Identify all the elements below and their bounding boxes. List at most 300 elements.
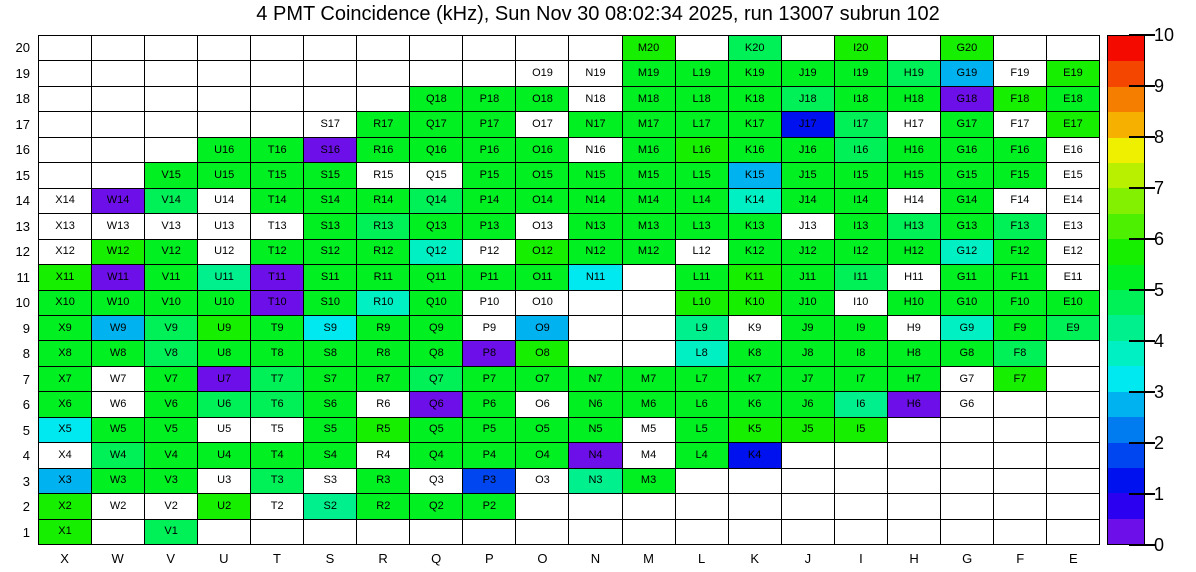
cell-P14: P14 (463, 189, 515, 213)
cell-U13: U13 (198, 214, 250, 238)
cell-K5: K5 (729, 418, 781, 442)
cell-W12: W12 (92, 240, 144, 264)
cell-T9: T9 (251, 316, 303, 340)
cell-empty-L1 (676, 520, 728, 544)
cell-empty-F4 (994, 443, 1046, 467)
cell-empty-X19 (39, 61, 91, 85)
cell-empty-I1 (835, 520, 887, 544)
cell-empty-N9 (569, 316, 621, 340)
cell-empty-T20 (251, 36, 303, 60)
cell-H13: H13 (888, 214, 940, 238)
cell-M12: M12 (623, 240, 675, 264)
cell-Q7: Q7 (410, 367, 462, 391)
x-tick-label-O: O (537, 550, 548, 566)
cell-F13: F13 (994, 214, 1046, 238)
cell-F17: F17 (994, 112, 1046, 136)
colorbar-tick-label-4: 4 (1154, 331, 1165, 351)
cell-Q6: Q6 (410, 392, 462, 416)
y-tick-label-3: 3 (22, 473, 30, 489)
cell-empty-N8 (569, 341, 621, 365)
cell-S17: S17 (304, 112, 356, 136)
y-tick-label-11: 11 (16, 269, 30, 285)
cell-empty-I2 (835, 494, 887, 518)
cell-Q17: Q17 (410, 112, 462, 136)
colorbar-band-6 (1108, 366, 1144, 391)
y-tick-label-6: 6 (22, 397, 30, 413)
cell-M20: M20 (623, 36, 675, 60)
cell-O13: O13 (516, 214, 568, 238)
cell-K13: K13 (729, 214, 781, 238)
colorbar-band-2 (1108, 468, 1144, 493)
cell-N17: N17 (569, 112, 621, 136)
cell-empty-T19 (251, 61, 303, 85)
colorbar-tick-3 (1129, 391, 1155, 393)
cell-M13: M13 (623, 214, 675, 238)
cell-K6: K6 (729, 392, 781, 416)
colorbar-tick-label-6: 6 (1154, 229, 1165, 249)
cell-F16: F16 (994, 138, 1046, 162)
cell-M16: M16 (623, 138, 675, 162)
y-tick-label-16: 16 (15, 142, 30, 158)
cell-U6: U6 (198, 392, 250, 416)
colorbar-band-17 (1108, 87, 1144, 112)
cell-empty-M9 (623, 316, 675, 340)
cell-empty-G5 (941, 418, 993, 442)
cell-W5: W5 (92, 418, 144, 442)
cell-E15: E15 (1047, 163, 1099, 187)
cell-empty-W1 (92, 520, 144, 544)
cell-O6: O6 (516, 392, 568, 416)
cell-F14: F14 (994, 189, 1046, 213)
colorbar-tick-7 (1129, 187, 1155, 189)
cell-T14: T14 (251, 189, 303, 213)
cell-I7: I7 (835, 367, 887, 391)
cell-F9: F9 (994, 316, 1046, 340)
cell-empty-K3 (729, 469, 781, 493)
cell-Q3: Q3 (410, 469, 462, 493)
cell-N4: N4 (569, 443, 621, 467)
heatmap-grid (38, 35, 1100, 545)
cell-F19: F19 (994, 61, 1046, 85)
cell-V12: V12 (145, 240, 197, 264)
cell-X6: X6 (39, 392, 91, 416)
cell-K7: K7 (729, 367, 781, 391)
cell-empty-M2 (623, 494, 675, 518)
cell-R17: R17 (357, 112, 409, 136)
cell-Q9: Q9 (410, 316, 462, 340)
cell-X13: X13 (39, 214, 91, 238)
cell-P13: P13 (463, 214, 515, 238)
colorbar-tick-label-7: 7 (1154, 178, 1165, 198)
cell-R15: R15 (357, 163, 409, 187)
cell-empty-U19 (198, 61, 250, 85)
cell-H15: H15 (888, 163, 940, 187)
cell-empty-W17 (92, 112, 144, 136)
cell-J7: J7 (782, 367, 834, 391)
cell-N13: N13 (569, 214, 621, 238)
cell-H6: H6 (888, 392, 940, 416)
cell-O12: O12 (516, 240, 568, 264)
cell-empty-F3 (994, 469, 1046, 493)
cell-empty-K2 (729, 494, 781, 518)
cell-V3: V3 (145, 469, 197, 493)
cell-S12: S12 (304, 240, 356, 264)
cell-G6: G6 (941, 392, 993, 416)
x-tick-label-G: G (962, 550, 973, 566)
cell-Q8: Q8 (410, 341, 462, 365)
cell-empty-F5 (994, 418, 1046, 442)
cell-O8: O8 (516, 341, 568, 365)
cell-W14: W14 (92, 189, 144, 213)
cell-G16: G16 (941, 138, 993, 162)
colorbar-band-13 (1108, 188, 1144, 213)
colorbar-band-11 (1108, 239, 1144, 264)
cell-I11: I11 (835, 265, 887, 289)
cell-S6: S6 (304, 392, 356, 416)
cell-I9: I9 (835, 316, 887, 340)
x-tick-label-P: P (484, 550, 494, 566)
cell-L8: L8 (676, 341, 728, 365)
cell-L4: L4 (676, 443, 728, 467)
cell-K15: K15 (729, 163, 781, 187)
x-tick-label-U: U (219, 550, 229, 566)
cell-K18: K18 (729, 87, 781, 111)
cell-U10: U10 (198, 291, 250, 315)
cell-P2: P2 (463, 494, 515, 518)
colorbar-band-9 (1108, 290, 1144, 315)
cell-Q16: Q16 (410, 138, 462, 162)
cell-empty-E2 (1047, 494, 1099, 518)
cell-V15: V15 (145, 163, 197, 187)
cell-empty-H3 (888, 469, 940, 493)
cell-M3: M3 (623, 469, 675, 493)
cell-T15: T15 (251, 163, 303, 187)
cell-empty-Q1 (410, 520, 462, 544)
cell-G11: G11 (941, 265, 993, 289)
cell-P4: P4 (463, 443, 515, 467)
cell-V9: V9 (145, 316, 197, 340)
cell-F15: F15 (994, 163, 1046, 187)
y-tick-label-15: 15 (15, 167, 30, 183)
cell-I14: I14 (835, 189, 887, 213)
cell-G19: G19 (941, 61, 993, 85)
cell-E14: E14 (1047, 189, 1099, 213)
cell-J5: J5 (782, 418, 834, 442)
cell-L12: L12 (676, 240, 728, 264)
cell-E9: E9 (1047, 316, 1099, 340)
cell-T16: T16 (251, 138, 303, 162)
cell-empty-P20 (463, 36, 515, 60)
cell-empty-R1 (357, 520, 409, 544)
colorbar-band-18 (1108, 61, 1144, 86)
cell-empty-X15 (39, 163, 91, 187)
cell-empty-N1 (569, 520, 621, 544)
cell-empty-G3 (941, 469, 993, 493)
colorbar-tick-label-10: 10 (1154, 25, 1175, 45)
cell-H18: H18 (888, 87, 940, 111)
cell-empty-R19 (357, 61, 409, 85)
cell-P12: P12 (463, 240, 515, 264)
cell-G17: G17 (941, 112, 993, 136)
cell-P8: P8 (463, 341, 515, 365)
cell-S8: S8 (304, 341, 356, 365)
cell-L14: L14 (676, 189, 728, 213)
colorbar-band-5 (1108, 392, 1144, 417)
cell-V7: V7 (145, 367, 197, 391)
cell-empty-E4 (1047, 443, 1099, 467)
cell-J19: J19 (782, 61, 834, 85)
cell-K16: K16 (729, 138, 781, 162)
cell-P10: P10 (463, 291, 515, 315)
cell-H19: H19 (888, 61, 940, 85)
cell-X9: X9 (39, 316, 91, 340)
cell-O7: O7 (516, 367, 568, 391)
cell-empty-M8 (623, 341, 675, 365)
cell-N11: N11 (569, 265, 621, 289)
cell-empty-U18 (198, 87, 250, 111)
colorbar-tick-label-5: 5 (1154, 280, 1165, 300)
x-tick-label-K: K (750, 550, 760, 566)
cell-F10: F10 (994, 291, 1046, 315)
cell-V2: V2 (145, 494, 197, 518)
colorbar-band-3 (1108, 443, 1144, 468)
cell-T5: T5 (251, 418, 303, 442)
cell-Q2: Q2 (410, 494, 462, 518)
cell-H17: H17 (888, 112, 940, 136)
cell-O15: O15 (516, 163, 568, 187)
cell-T8: T8 (251, 341, 303, 365)
cell-M19: M19 (623, 61, 675, 85)
y-tick-label-10: 10 (15, 295, 30, 311)
cell-S3: S3 (304, 469, 356, 493)
cell-O11: O11 (516, 265, 568, 289)
cell-empty-F20 (994, 36, 1046, 60)
cell-G8: G8 (941, 341, 993, 365)
cell-empty-Q19 (410, 61, 462, 85)
cell-empty-N10 (569, 291, 621, 315)
cell-O3: O3 (516, 469, 568, 493)
cell-empty-E20 (1047, 36, 1099, 60)
cell-T7: T7 (251, 367, 303, 391)
cell-O4: O4 (516, 443, 568, 467)
cell-P5: P5 (463, 418, 515, 442)
cell-Q13: Q13 (410, 214, 462, 238)
cell-empty-T1 (251, 520, 303, 544)
cell-S15: S15 (304, 163, 356, 187)
cell-empty-S18 (304, 87, 356, 111)
cell-X3: X3 (39, 469, 91, 493)
cell-V13: V13 (145, 214, 197, 238)
x-tick-label-L: L (698, 550, 706, 566)
colorbar-band-15 (1108, 138, 1144, 163)
cell-empty-G4 (941, 443, 993, 467)
cell-Q15: Q15 (410, 163, 462, 187)
cell-empty-J3 (782, 469, 834, 493)
colorbar-tick-2 (1129, 442, 1155, 444)
cell-empty-X20 (39, 36, 91, 60)
cell-H7: H7 (888, 367, 940, 391)
cell-K19: K19 (729, 61, 781, 85)
x-tick-label-R: R (378, 550, 388, 566)
cell-I8: I8 (835, 341, 887, 365)
x-tick-label-N: N (590, 550, 601, 566)
x-axis-labels (38, 547, 1100, 569)
cell-V5: V5 (145, 418, 197, 442)
cell-empty-M10 (623, 291, 675, 315)
cell-N16: N16 (569, 138, 621, 162)
colorbar-tick-label-2: 2 (1154, 433, 1165, 453)
cell-M17: M17 (623, 112, 675, 136)
cell-S16: S16 (304, 138, 356, 162)
cell-P9: P9 (463, 316, 515, 340)
cell-I6: I6 (835, 392, 887, 416)
cell-R4: R4 (357, 443, 409, 467)
cell-X11: X11 (39, 265, 91, 289)
cell-L11: L11 (676, 265, 728, 289)
cell-H11: H11 (888, 265, 940, 289)
cell-empty-V18 (145, 87, 197, 111)
cell-I12: I12 (835, 240, 887, 264)
cell-L18: L18 (676, 87, 728, 111)
chart-title: 4 PMT Coincidence (kHz), Sun Nov 30 08:02:34 2025, run 13007 subrun 102 (256, 3, 940, 25)
cell-M6: M6 (623, 392, 675, 416)
cell-F8: F8 (994, 341, 1046, 365)
cell-K10: K10 (729, 291, 781, 315)
cell-empty-F2 (994, 494, 1046, 518)
cell-F18: F18 (994, 87, 1046, 111)
x-tick-label-H: H (909, 550, 919, 566)
cell-P6: P6 (463, 392, 515, 416)
cell-X10: X10 (39, 291, 91, 315)
cell-empty-V17 (145, 112, 197, 136)
x-tick-label-T: T (272, 550, 281, 566)
y-tick-label-5: 5 (22, 422, 30, 438)
cell-empty-I4 (835, 443, 887, 467)
cell-X2: X2 (39, 494, 91, 518)
colorbar-band-1 (1108, 493, 1144, 518)
x-tick-label-W: W (111, 550, 124, 566)
cell-empty-J1 (782, 520, 834, 544)
colorbar-band-10 (1108, 265, 1144, 290)
cell-empty-U20 (198, 36, 250, 60)
cell-N14: N14 (569, 189, 621, 213)
cell-U12: U12 (198, 240, 250, 264)
cell-E13: E13 (1047, 214, 1099, 238)
colorbar-band-16 (1108, 112, 1144, 137)
cell-empty-K1 (729, 520, 781, 544)
cell-J18: J18 (782, 87, 834, 111)
x-tick-label-I: I (859, 550, 863, 566)
cell-empty-U17 (198, 112, 250, 136)
cell-G7: G7 (941, 367, 993, 391)
cell-W2: W2 (92, 494, 144, 518)
cell-empty-L2 (676, 494, 728, 518)
cell-H10: H10 (888, 291, 940, 315)
cell-E19: E19 (1047, 61, 1099, 85)
cell-empty-I3 (835, 469, 887, 493)
cell-empty-E7 (1047, 367, 1099, 391)
cell-J12: J12 (782, 240, 834, 264)
cell-empty-H20 (888, 36, 940, 60)
cell-P16: P16 (463, 138, 515, 162)
cell-K14: K14 (729, 189, 781, 213)
cell-U8: U8 (198, 341, 250, 365)
cell-P17: P17 (463, 112, 515, 136)
cell-K8: K8 (729, 341, 781, 365)
cell-W10: W10 (92, 291, 144, 315)
cell-N15: N15 (569, 163, 621, 187)
cell-R11: R11 (357, 265, 409, 289)
cell-empty-J2 (782, 494, 834, 518)
cell-empty-G2 (941, 494, 993, 518)
cell-L15: L15 (676, 163, 728, 187)
cell-empty-R20 (357, 36, 409, 60)
cell-M5: M5 (623, 418, 675, 442)
cell-U15: U15 (198, 163, 250, 187)
cell-empty-T17 (251, 112, 303, 136)
cell-L7: L7 (676, 367, 728, 391)
cell-K12: K12 (729, 240, 781, 264)
cell-G9: G9 (941, 316, 993, 340)
y-tick-label-12: 12 (15, 244, 30, 260)
cell-X7: X7 (39, 367, 91, 391)
cell-H8: H8 (888, 341, 940, 365)
cell-O17: O17 (516, 112, 568, 136)
colorbar-tick-5 (1129, 289, 1155, 291)
cell-V11: V11 (145, 265, 197, 289)
cell-L16: L16 (676, 138, 728, 162)
cell-I15: I15 (835, 163, 887, 187)
cell-I13: I13 (835, 214, 887, 238)
cell-empty-T18 (251, 87, 303, 111)
cell-R2: R2 (357, 494, 409, 518)
cell-G10: G10 (941, 291, 993, 315)
cell-empty-J20 (782, 36, 834, 60)
cell-G18: G18 (941, 87, 993, 111)
cell-R16: R16 (357, 138, 409, 162)
cell-X1: X1 (39, 520, 91, 544)
cell-H16: H16 (888, 138, 940, 162)
cell-K4: K4 (729, 443, 781, 467)
y-tick-label-2: 2 (22, 499, 30, 515)
cell-W13: W13 (92, 214, 144, 238)
cell-empty-U1 (198, 520, 250, 544)
cell-M7: M7 (623, 367, 675, 391)
y-tick-label-17: 17 (15, 116, 30, 132)
x-tick-label-J: J (804, 550, 812, 566)
cell-S10: S10 (304, 291, 356, 315)
y-tick-label-13: 13 (15, 218, 30, 234)
cell-L13: L13 (676, 214, 728, 238)
cell-M18: M18 (623, 87, 675, 111)
cell-W6: W6 (92, 392, 144, 416)
colorbar-band-7 (1108, 341, 1144, 366)
cell-H9: H9 (888, 316, 940, 340)
cell-N5: N5 (569, 418, 621, 442)
cell-X8: X8 (39, 341, 91, 365)
cell-empty-X16 (39, 138, 91, 162)
cell-N12: N12 (569, 240, 621, 264)
cell-R8: R8 (357, 341, 409, 365)
y-tick-label-1: 1 (22, 524, 30, 540)
colorbar-tick-label-3: 3 (1154, 382, 1165, 402)
x-tick-label-X: X (60, 550, 69, 566)
cell-S2: S2 (304, 494, 356, 518)
cell-S13: S13 (304, 214, 356, 238)
colorbar-tick-1 (1129, 493, 1155, 495)
cell-empty-F6 (994, 392, 1046, 416)
cell-O10: O10 (516, 291, 568, 315)
